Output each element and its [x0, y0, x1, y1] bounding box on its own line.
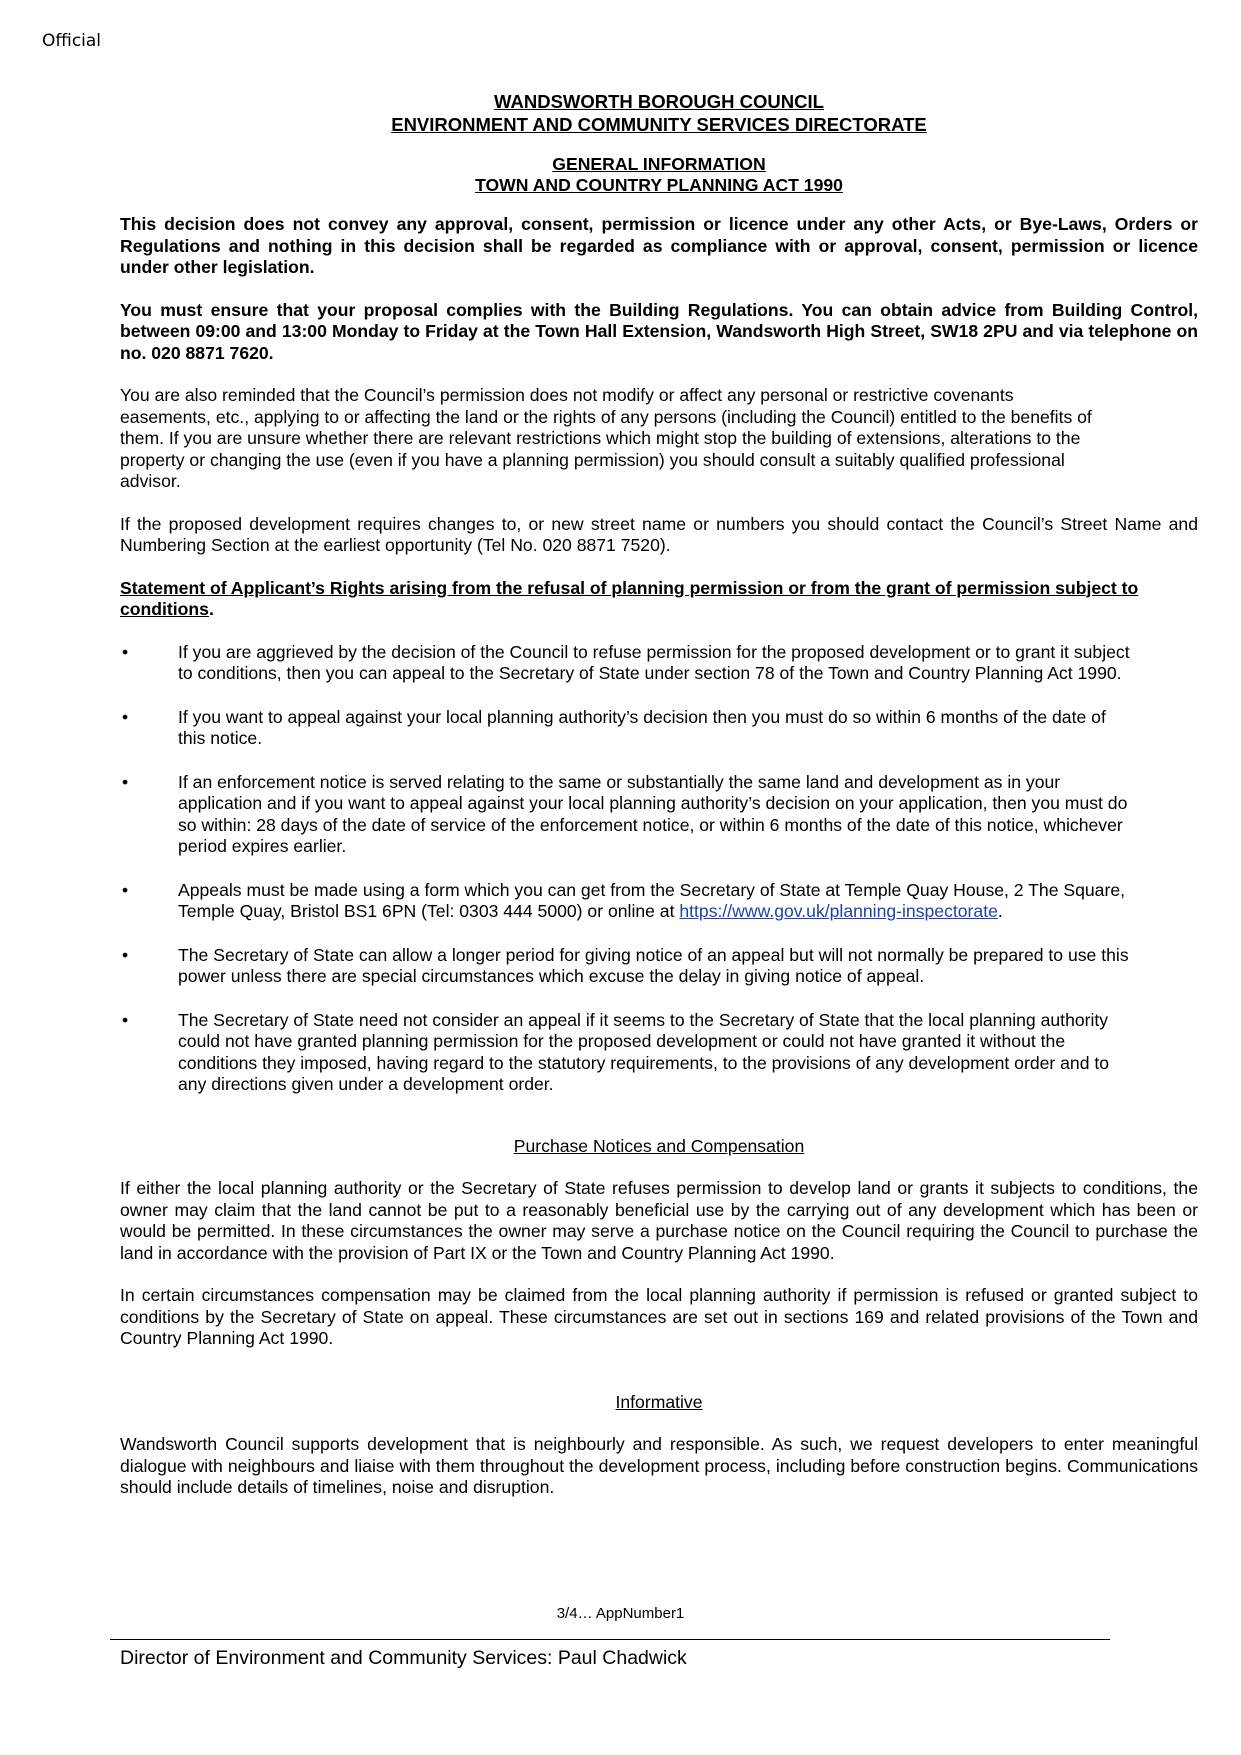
council-title: WANDSWORTH BOROUGH COUNCIL	[494, 91, 824, 112]
applicant-rights-heading	[120, 578, 1198, 621]
street-naming-notice: If the proposed development requires changes to, or new street name or numbers you should contact the Council’s Street Name and Numbering Section at the earliest opportunity (Tel No. 020 8871 7520).	[120, 513, 1198, 555]
document-body	[120, 90, 1198, 1499]
appeals-text: Appeals must be made using a form which you can get from the Secretary of State at Temple Quay House, 2 The Square, Temple Quay, Bristol BS1 6PN (Tel: 0303 444 5000) or online at	[178, 879, 1125, 921]
footer-divider	[110, 1639, 1110, 1640]
list-item	[120, 707, 1198, 750]
directorate-title: ENVIRONMENT AND COMMUNITY SERVICES DIRECTORATE	[391, 114, 927, 135]
bullet-icon: •	[122, 771, 129, 792]
bullet-icon: •	[122, 641, 129, 662]
appeals-text-end: .	[997, 901, 1003, 921]
list-item	[120, 772, 1198, 858]
building-regulations-notice: You must ensure that your proposal complies with the Building Regulations. You can obtain advice from Building Control, between 09:00 and 13:00 Monday to Friday at the Town Hall Extension, Wandsworth High Street, SW18 2PU and via telephone on no. 020 8871 7620.	[120, 299, 1198, 363]
list-item-text	[178, 880, 1125, 922]
bullet-icon: •	[122, 879, 129, 900]
bullet-icon: •	[122, 1009, 129, 1030]
bullet-icon: •	[122, 706, 129, 727]
act-heading: TOWN AND COUNTRY PLANNING ACT 1990	[475, 175, 843, 195]
page-number: 3/4… AppNumber1	[556, 1605, 685, 1622]
list-item-text: If you want to appeal against your local planning authority’s decision then you must do so within 6 months of the date of this notice.	[178, 706, 1106, 748]
list-item-text: If you are aggrieved by the decision of the Council to refuse permission for the proposed development or to grant it subject to conditions, then you can appeal to the Secretary of State under section 78 of the Town and Country Planning Act 1990.	[178, 641, 1130, 683]
list-item-text: The Secretary of State can allow a longer period for giving notice of an appeal but will not normally be prepared to use this power unless there are special circumstances which excuse the delay in giving notice of appeal.	[178, 944, 1129, 986]
list-item	[120, 1010, 1198, 1096]
classification-label: Official	[42, 31, 102, 51]
list-item	[120, 945, 1198, 988]
applicant-rights-heading-end: .	[208, 599, 214, 619]
purchase-notice-paragraph: If either the local planning authority or the Secretary of State refuses permission to develop land or grants it subjects to conditions, the owner may claim that the land cannot be put to a reasonably beneficial use by the carrying out of any development which has been or would be permitted. In these circumstances the owner may serve a purchase notice on the Council requiring the Council to purchase the land in accordance with the provision of Part IX or the Town and Country Planning Act 1990.	[120, 1178, 1198, 1263]
approval-disclaimer: This decision does not convey any approval, consent, permission or licence under any other Acts, or Bye-Laws, Orders or Regulations and nothing in this decision shall be regarded as compliance with or approval, consent, permission or licence under other legislation.	[120, 214, 1198, 277]
bullet-icon: •	[122, 944, 129, 965]
footer-director: Director of Environment and Community Services: Paul Chadwick	[120, 1647, 687, 1669]
informative-heading: Informative	[615, 1391, 703, 1412]
covenants-notice: You are also reminded that the Council’s permission does not modify or affect any personal or restrictive covenants easements, etc., applying to or affecting the land or the rights of any persons (including the Council) entitled to the benefits of them. If you are unsure whether there are relevant restrictions which might stop the building of extensions, alterations to the property or changing the use (even if you have a planning permission) you should consult a suitably qualified professional advisor.	[120, 385, 1092, 491]
informative-paragraph: Wandsworth Council supports development that is neighbourly and responsible. As such, we request developers to enter meaningful dialogue with neighbours and liaise with them throughout the development process, including before construction begins. Communications should include details of timelines, noise and disruption.	[120, 1434, 1198, 1497]
list-item	[120, 642, 1198, 685]
rights-list	[120, 642, 1198, 1096]
compensation-paragraph: In certain circumstances compensation may be claimed from the local planning authority if permission is refused or granted subject to conditions by the Secretary of State on appeal. These circumstances are set out in sections 169 and related provisions of the Town and Country Planning Act 1990.	[120, 1285, 1198, 1348]
planning-inspectorate-link[interactable]: https://www.gov.uk/planning-inspectorate	[679, 901, 998, 921]
list-item	[120, 880, 1198, 923]
purchase-notices-heading: Purchase Notices and Compensation	[513, 1135, 805, 1156]
list-item-text: If an enforcement notice is served relating to the same or substantially the same land and development as in your application and if you want to appeal against your local planning authority’s decision on your application, then you must do so within: 28 days of the date of service of the enforcement notice, or within 6 months of the date of this notice, whichever period expires earlier.	[178, 771, 1128, 856]
list-item-text: The Secretary of State need not consider an appeal if it seems to the Secretary of State that the local planning authority could not have granted planning permission for the proposed development or could not have granted it without the conditions they imposed, having regard to the statutory requirements, to the provisions of any development order and to any directions given under a development order.	[178, 1009, 1110, 1094]
applicant-rights-heading-text: Statement of Applicant’s Rights arising from the refusal of planning permission or from the grant of permission subject to conditions	[120, 577, 1139, 619]
general-information-heading: GENERAL INFORMATION	[552, 154, 766, 174]
